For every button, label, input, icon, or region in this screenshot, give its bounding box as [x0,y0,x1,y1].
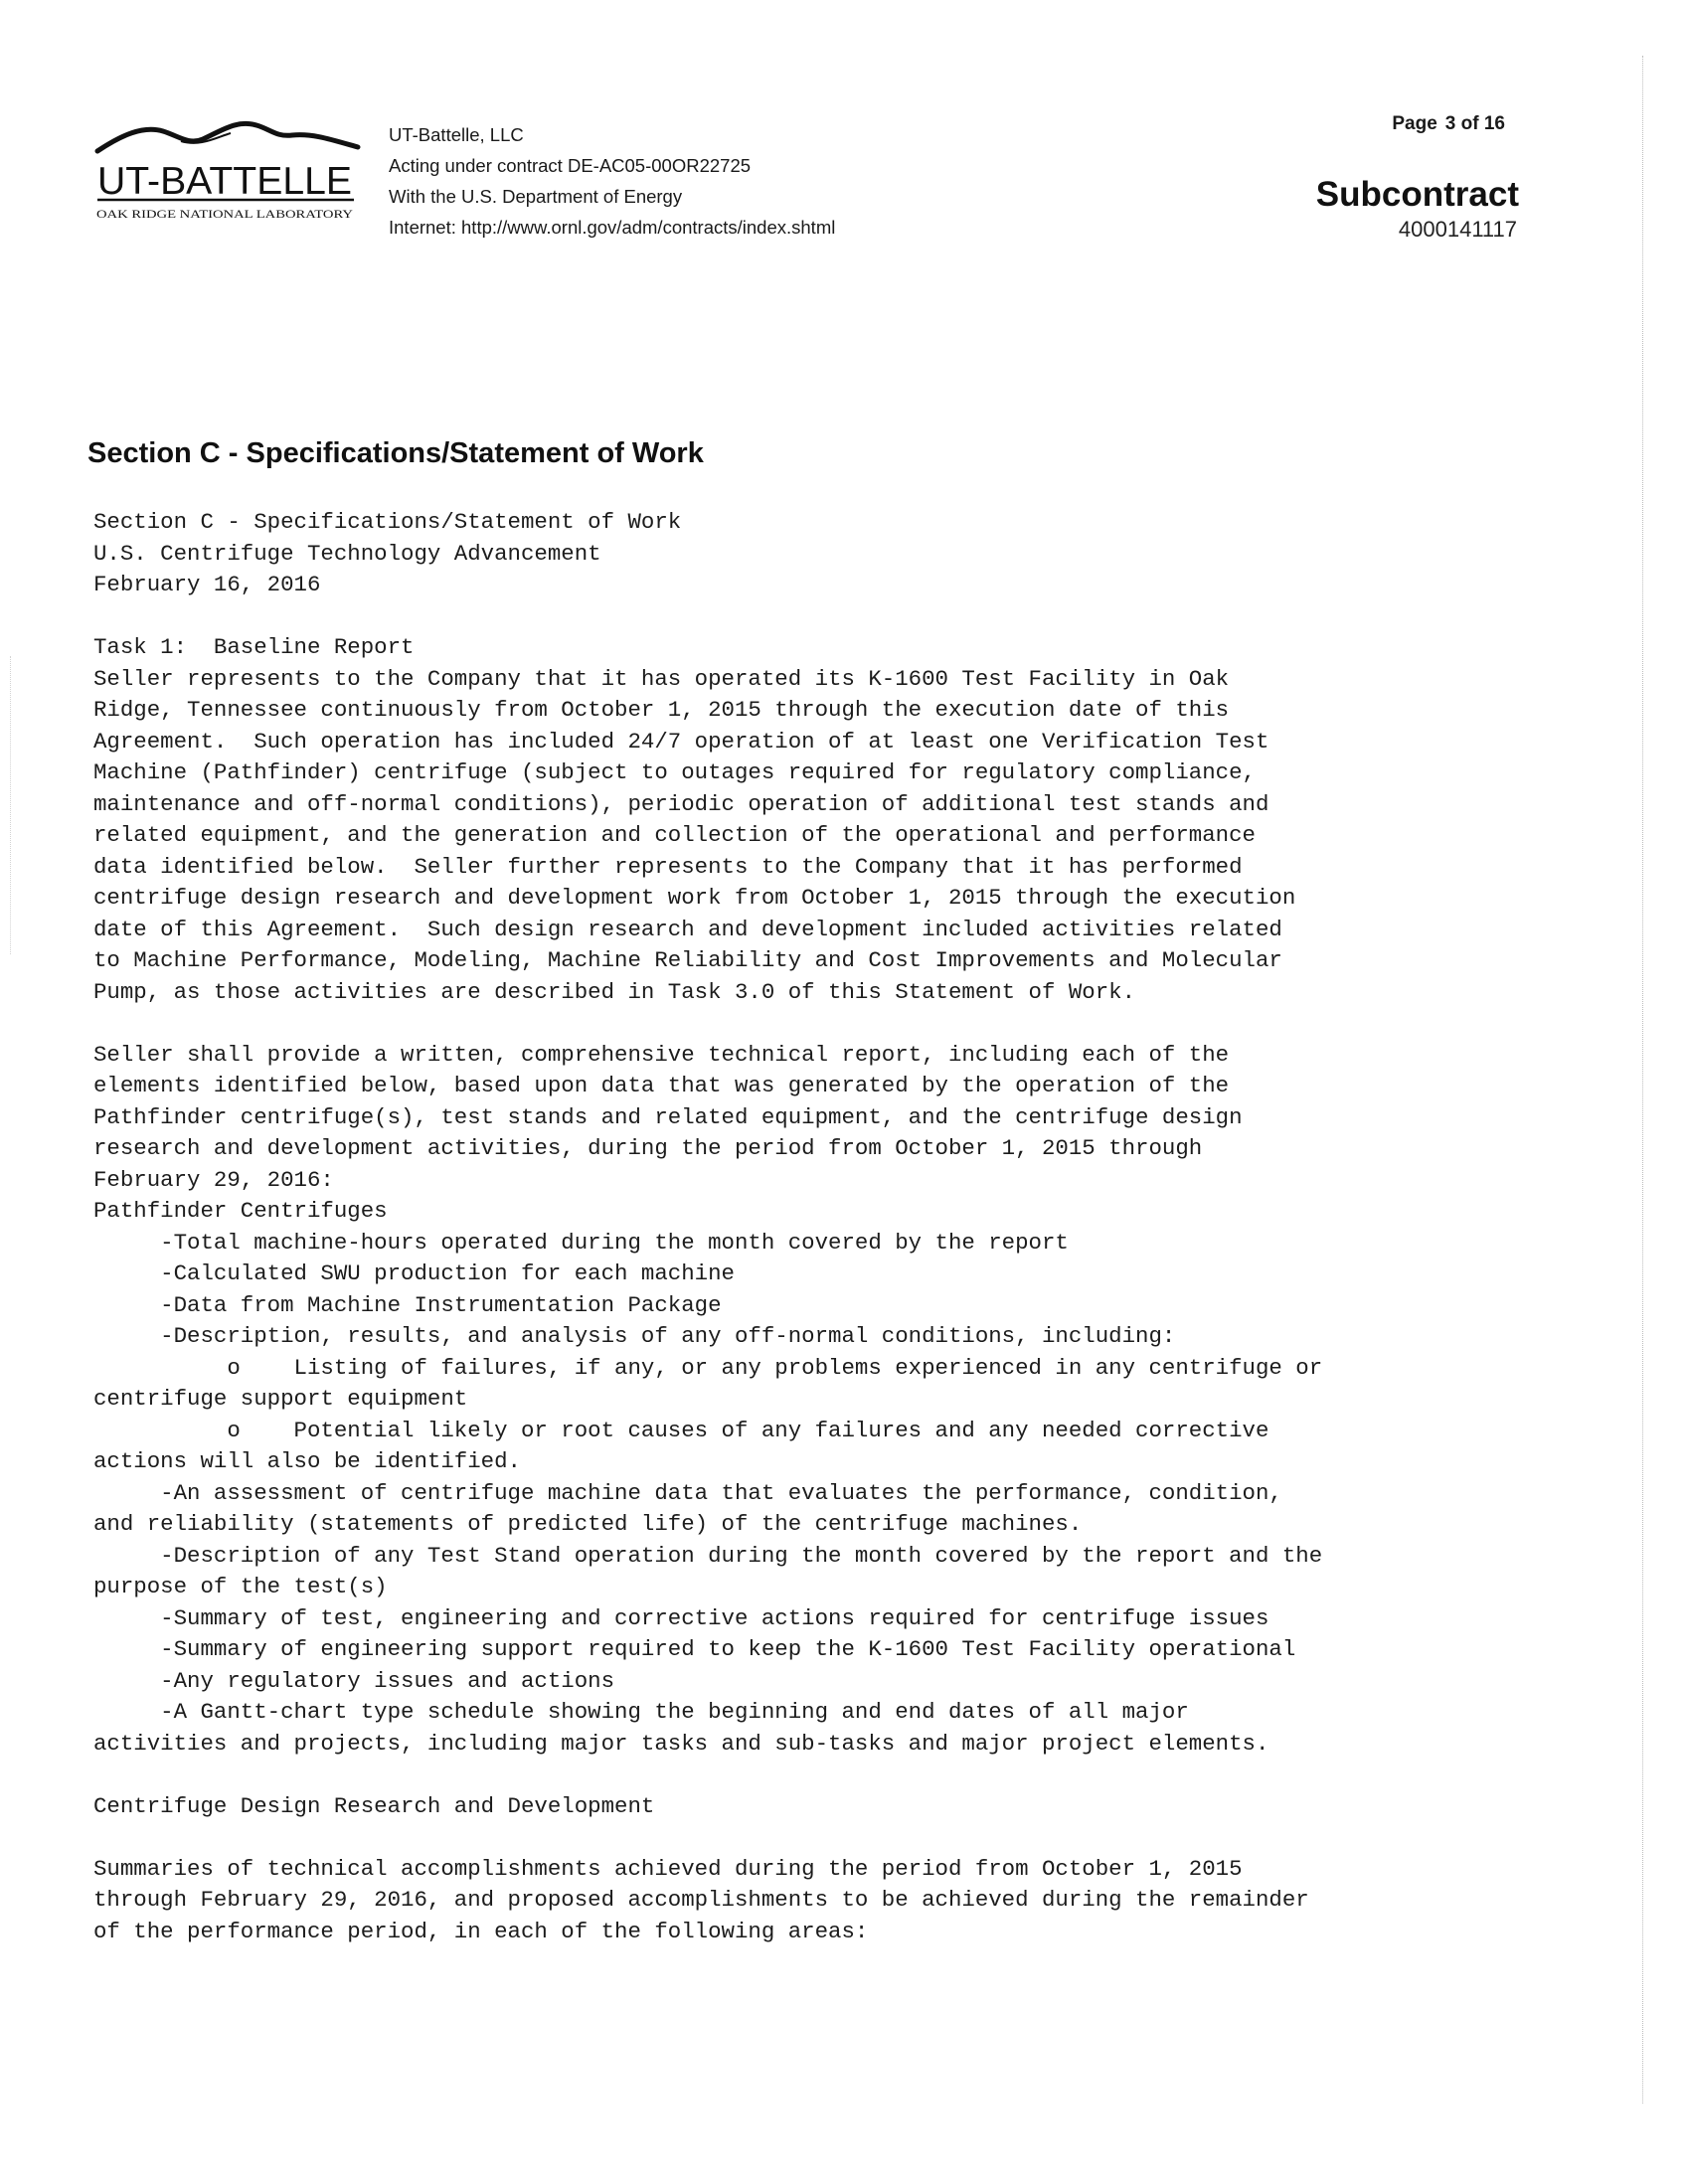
body-line: Pump, as those activities are described in Task 3.0 of this Statement of Work. [93,978,1136,1005]
page-label: Page [1392,113,1437,134]
body-line: Summaries of technical accomplishments achieved during the period from October 1, 2015 [93,1855,1243,1882]
body-line: February 29, 2016: [93,1166,334,1193]
body-line: centrifuge support equipment [93,1386,468,1412]
body-line: U.S. Centrifuge Technology Advancement [93,540,601,567]
body-line: Agreement. Such operation has included 24/7 operation of at least one Verification Test [93,728,1269,755]
statement-of-work-body [93,507,1555,1947]
company-info [389,119,835,243]
blank-line [93,1822,1555,1854]
body-line: o Listing of failures, if any, or any problems experienced in any centrifuge or [93,1354,1323,1381]
section-heading: Section C - Specifications/Statement of Work [87,437,704,469]
company-name: UT-Battelle, LLC [389,124,524,145]
scan-edge-mark-left [10,656,11,954]
body-line: centrifuge design research and development work from October 1, 2015 through the execution [93,885,1296,911]
body-line: -Data from Machine Instrumentation Package [93,1291,722,1318]
mountain-ridge-graphic [97,123,358,151]
subcontract-title: Subcontract [1315,175,1519,214]
body-line: o Potential likely or root causes of any failures and any needed corrective [93,1417,1269,1443]
body-line: -An assessment of centrifuge machine data that evaluates the performance, condition, [93,1479,1282,1506]
body-line: maintenance and off-normal conditions), periodic operation of additional test stands and [93,790,1269,817]
ut-battelle-logo [91,117,362,227]
page-indicator [1392,113,1505,135]
body-line: -Description of any Test Stand operation during the month covered by the report and the [93,1542,1323,1569]
body-line: purpose of the test(s) [93,1574,388,1599]
body-line: and reliability (statements of predicted life) of the centrifuge machines. [93,1511,1083,1537]
body-line: activities and projects, including major tasks and sub-tasks and major project elements. [93,1730,1269,1757]
body-line: related equipment, and the generation and collection of the operational and performance [93,822,1256,848]
body-line: Seller shall provide a written, comprehensive technical report, including each of the [93,1041,1230,1068]
body-line: -Total machine-hours operated during the month covered by the report [93,1229,1069,1256]
body-line: Pathfinder Centrifuges [93,1198,388,1224]
body-line: Section C - Specifications/Statement of Work [93,509,682,535]
blank-line [93,1008,1555,1040]
body-line: -Summary of engineering support required to keep the K-1600 Test Facility operational [93,1636,1296,1662]
body-line: data identified below. Seller further represents to the Company that it has performed [93,853,1243,880]
internet-line: Internet: http://www.ornl.gov/adm/contracts/index.shtml [389,217,836,238]
body-line: Pathfinder centrifuge(s), test stands and related equipment, and the centrifuge design [93,1103,1243,1130]
body-line: Centrifuge Design Research and Development [93,1792,655,1819]
body-line: to Machine Performance, Modeling, Machine Reliability and Cost Improvements and Molecular [93,947,1282,973]
body-line: through February 29, 2016, and proposed accomplishments to be achieved during the remainder [93,1887,1309,1913]
department-line: With the U.S. Department of Energy [389,186,683,207]
contract-line: Acting under contract DE-AC05-00OR22725 [389,155,752,176]
body-line: February 16, 2016 [93,572,321,597]
body-line: -Summary of test, engineering and corrective actions required for centrifuge issues [93,1604,1269,1631]
body-line: date of this Agreement. Such design research and development included activities related [93,916,1282,942]
body-line: research and development activities, during the period from October 1, 2015 through [93,1135,1203,1161]
body-line: -Any regulatory issues and actions [93,1667,615,1694]
page-value: 3 of 16 [1444,113,1505,134]
body-line: -A Gantt-chart type schedule showing the beginning and end dates of all major [93,1699,1189,1725]
body-line: -Description, results, and analysis of any off-normal conditions, including: [93,1323,1176,1349]
subcontract-number: 4000141117 [1398,217,1517,242]
logo-subtitle: OAK RIDGE NATIONAL LABORATORY [96,209,354,221]
blank-line [93,1760,1555,1791]
scan-edge-mark [1642,56,1643,2103]
blank-line [93,601,1555,633]
body-line: actions will also be identified. [93,1448,521,1474]
body-line: elements identified below, based upon data that was generated by the operation of the [93,1073,1230,1098]
body-line: Machine (Pathfinder) centrifuge (subject to outages required for regulatory compliance, [93,759,1256,785]
body-line: Seller represents to the Company that it has operated its K-1600 Test Facility in Oak [93,665,1230,692]
logo-wordmark: UT-BATTELLE [97,160,352,203]
body-line: Task 1: Baseline Report [93,634,415,660]
body-line: of the performance period, in each of the following areas: [93,1918,869,1944]
body-line: Ridge, Tennessee continuously from October 1, 2015 through the execution date of this [93,697,1230,723]
body-line: -Calculated SWU production for each machine [93,1260,735,1286]
